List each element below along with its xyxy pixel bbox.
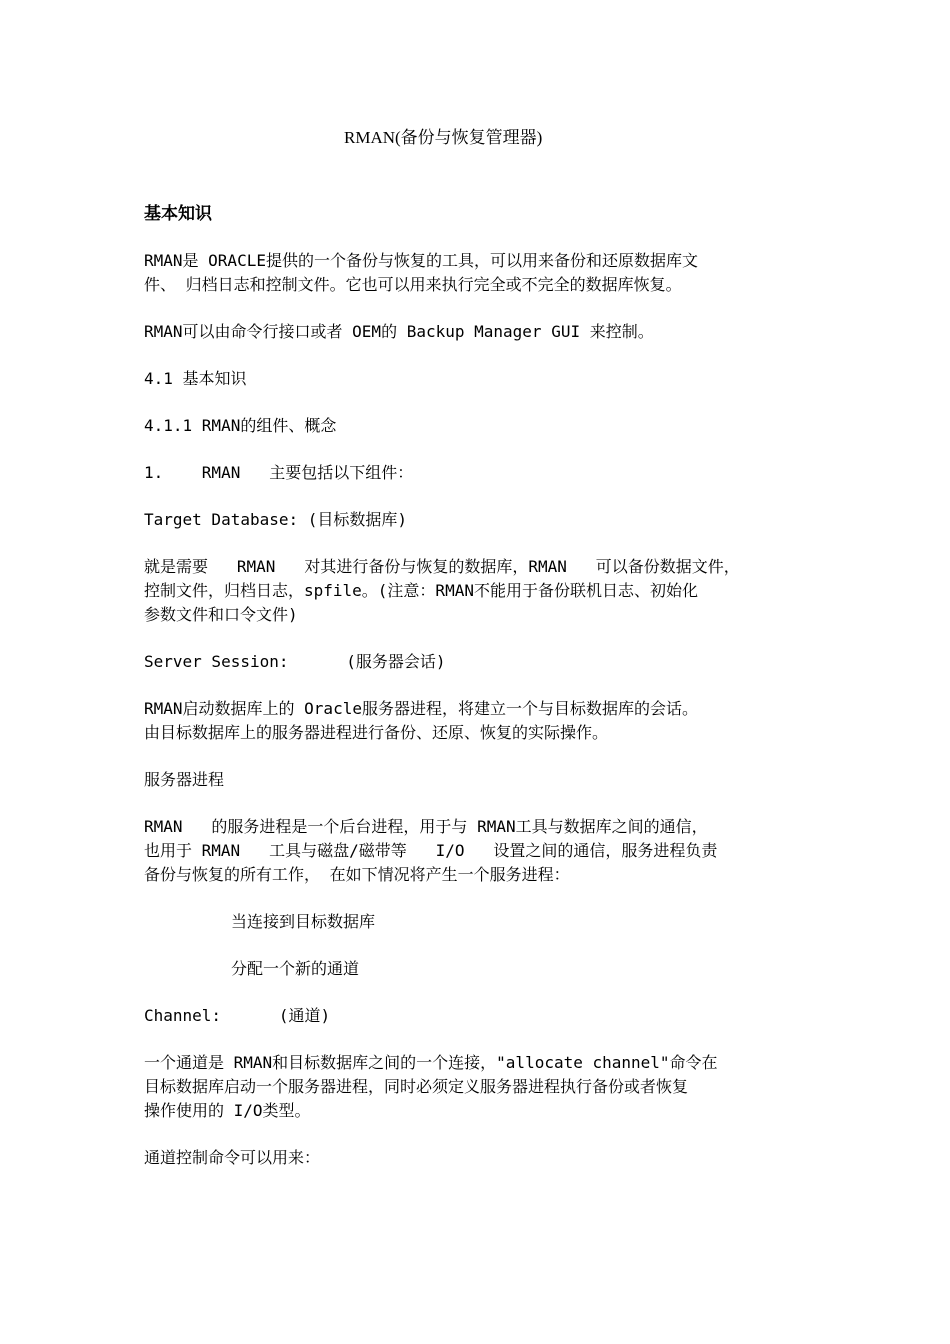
paragraph-server-process: 服务器进程 [144, 770, 225, 789]
paragraph-server-session-desc: RMAN启动数据库上的 Oracle服务器进程，将建立一个与目标数据库的会话。 由目标数据库上的服务器进程进行备份、还原、恢复的实际操作。 [144, 699, 698, 742]
section-heading: 基本知识 [144, 204, 212, 224]
paragraph-rman-control: RMAN可以由命令行接口或者 OEM的 Backup Manager GUI 来控制。 [144, 322, 654, 341]
document-title: RMAN(备份与恢复管理器) [344, 128, 543, 147]
list-item-connect-target: 当连接到目标数据库 [231, 912, 376, 931]
paragraph-components: 1. RMAN 主要包括以下组件： [144, 463, 414, 482]
paragraph-channel-commands: 通道控制命令可以用来： [144, 1148, 321, 1167]
paragraph-section-4-1-1: 4.1.1 RMAN的组件、概念 [144, 416, 337, 435]
paragraph-server-process-desc: RMAN 的服务进程是一个后台进程，用于与 RMAN工具与数据库之间的通信， 也用于 RMAN 工具与磁盘/磁带等 I/O 设置之间的通信，服务进程负责 备份与恢复的所有工作， 在如下情况将产生一个服务进程： [144, 817, 718, 884]
paragraph-target-database: Target Database: (目标数据库) [144, 510, 408, 529]
paragraph-channel: Channel: (通道) [144, 1006, 331, 1025]
list-item-allocate-channel: 分配一个新的通道 [231, 959, 360, 978]
paragraph-section-4-1: 4.1 基本知识 [144, 369, 247, 388]
document-body [144, 120, 824, 1170]
paragraph-target-database-desc: 就是需要 RMAN 对其进行备份与恢复的数据库，RMAN 可以备份数据文件， 控制文件，归档日志，spfile。(注意：RMAN不能用于备份联机日志、初始化 参数文件和口令文件) [144, 557, 740, 624]
paragraph-channel-desc: 一个通道是 RMAN和目标数据库之间的一个连接，"allocate channel"命令在 目标数据库启动一个服务器进程，同时必须定义服务器进程执行备份或者恢复 操作使用的 I/O类型。 [144, 1053, 718, 1120]
paragraph-rman-intro: RMAN是 ORACLE提供的一个备份与恢复的工具，可以用来备份和还原数据库文 件、 归档日志和控制文件。它也可以用来执行完全或不完全的数据库恢复。 [144, 251, 698, 294]
paragraph-server-session: Server Session: (服务器会话) [144, 652, 446, 671]
